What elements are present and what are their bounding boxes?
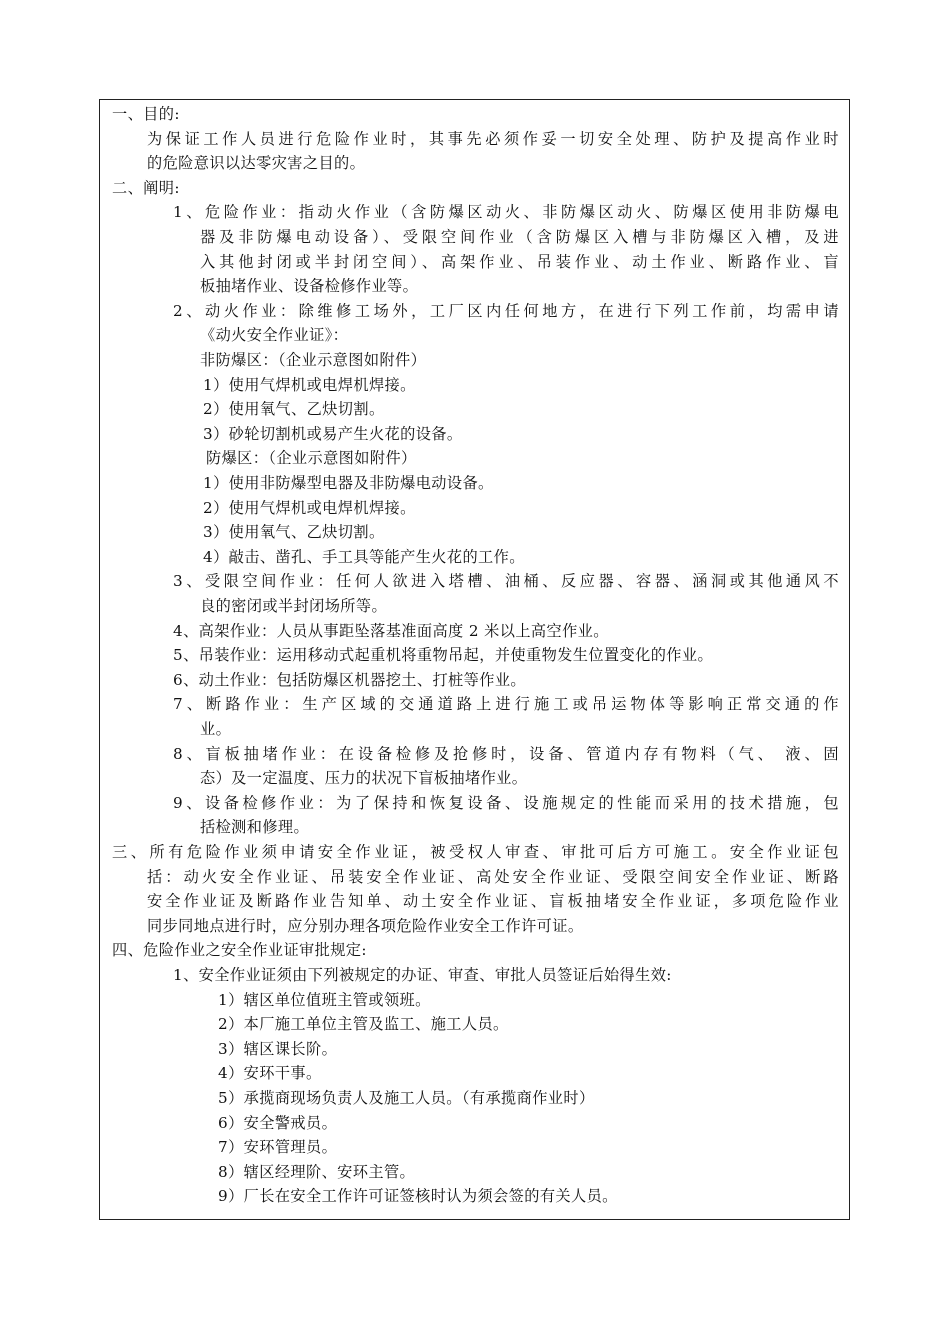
item-2-line-2: 《动火安全作业证》：	[200, 326, 349, 345]
signer-3: 3）辖区课长阶。	[218, 1039, 338, 1058]
item-8-line-1: 8、盲板抽堵作业：在设备检修及抢修时，设备、管道内存有物料（气、 液、固	[173, 744, 839, 763]
signer-6: 6）安全警戒员。	[218, 1113, 338, 1132]
signer-2: 2）本厂施工单位主管及监工、施工人员。	[218, 1015, 509, 1034]
item-1-line-2: 器及非防爆电动设备）、受限空间作业（含防爆区入槽与非防爆区入槽，及进	[200, 228, 839, 246]
explosion-zone-item-3: 3）使用氧气、乙炔切割。	[203, 523, 385, 542]
item-2-line-1: 2、动火作业：除维修工场外，工厂区内任何地方，在进行下列工作前，均需申请	[173, 301, 839, 320]
section-3-line-2: 括：动火安全作业证、吊装安全作业证、高处安全作业证、受限空间安全作业证、断路	[147, 867, 839, 886]
signer-9: 9）厂长在安全工作许可证签核时认为须会签的有关人员。	[218, 1187, 618, 1206]
item-3-line-2: 良的密闭或半封闭场所等。	[200, 597, 388, 615]
item-9-line-1: 9、设备检修作业：为了保持和恢复设备、设施规定的性能而采用的技术措施，包	[173, 793, 839, 812]
item-3-line-1: 3、受限空间作业：任何人欲进入塔槽、油桶、反应器、容器、涵洞或其他通风不	[173, 572, 839, 591]
section-3-line-1: 三、所有危险作业须申请安全作业证，被受权人审查、审批可后方可施工。安全作业证包	[112, 843, 839, 861]
signer-7: 7）安环管理员。	[218, 1138, 338, 1157]
signer-1: 1）辖区单位值班主管或领班。	[218, 990, 431, 1009]
item-1-line-3: 入其他封闭或半封闭空间）、高架作业、吊装作业、动土作业、断路作业、盲	[200, 252, 839, 271]
section-4-item-1: 1、安全作业证须由下列被规定的办证、审查、审批人员签证后始得生效:	[173, 966, 672, 984]
section-4-heading: 四、危险作业之安全作业证审批规定:	[112, 941, 367, 960]
item-4: 4、高架作业：人员从事距坠落基准面高度 2 米以上高空作业。	[173, 621, 609, 640]
explosion-zone-item-1: 1）使用非防爆型电器及非防爆电动设备。	[203, 474, 494, 492]
section-1-text-line-1: 为保证工作人员进行危险作业时，其事先必须作妥一切安全处理、防护及提高作业时	[147, 129, 839, 148]
item-5: 5、吊装作业：运用移动式起重机将重物吊起，并使重物发生位置变化的作业。	[173, 646, 714, 665]
section-3-line-4: 同步同地点进行时，应分别办理各项危险作业安全工作许可证。	[147, 916, 584, 935]
section-3-line-3: 安全作业证及断路作业告知单、动土安全作业证、盲板抽堵安全作业证，多项危险作业	[147, 892, 839, 911]
item-8-line-2: 态）及一定温度、压力的状况下盲板抽堵作业。	[200, 769, 528, 788]
signer-4: 4）安环干事。	[218, 1064, 322, 1083]
item-1-line-1: 1、危险作业：指动火作业（含防爆区动火、非防爆区动火、防爆区使用非防爆电	[173, 203, 839, 222]
document-frame	[99, 99, 850, 1220]
item-7-line-2: 业。	[200, 720, 232, 738]
non-explosion-zone-item-2: 2）使用氧气、乙炔切割。	[203, 400, 385, 419]
explosion-zone-item-2: 2）使用气焊机或电焊机焊接。	[203, 498, 416, 517]
signer-8: 8）辖区经理阶、安环主管。	[218, 1162, 416, 1181]
item-9-line-2: 括检测和修理。	[200, 818, 310, 837]
explosion-zone-label: 防爆区：（企业示意图如附件）	[206, 449, 417, 468]
item-6: 6、动土作业：包括防爆区机器挖土、打桩等作业。	[173, 670, 526, 689]
item-7-line-1: 7、断路作业：生产区域的交通道路上进行施工或吊运物体等影响正常交通的作	[173, 695, 839, 714]
section-1-text-line-2: 的危险意识以达零灾害之目的。	[147, 154, 366, 173]
section-2-heading: 二、阐明:	[112, 178, 180, 197]
section-1-heading: 一、目的:	[112, 105, 180, 123]
signer-5: 5）承揽商现场负责人及施工人员。（有承揽商作业时）	[218, 1089, 595, 1107]
non-explosion-zone-item-1: 1）使用气焊机或电焊机焊接。	[203, 375, 416, 394]
item-1-line-4: 板抽堵作业、设备检修作业等。	[200, 277, 419, 296]
non-explosion-zone-label: 非防爆区：（企业示意图如附件）	[200, 351, 427, 369]
non-explosion-zone-item-3: 3）砂轮切割机或易产生火花的设备。	[203, 424, 463, 443]
explosion-zone-item-4: 4）敲击、凿孔、手工具等能产生火花的工作。	[203, 547, 525, 566]
